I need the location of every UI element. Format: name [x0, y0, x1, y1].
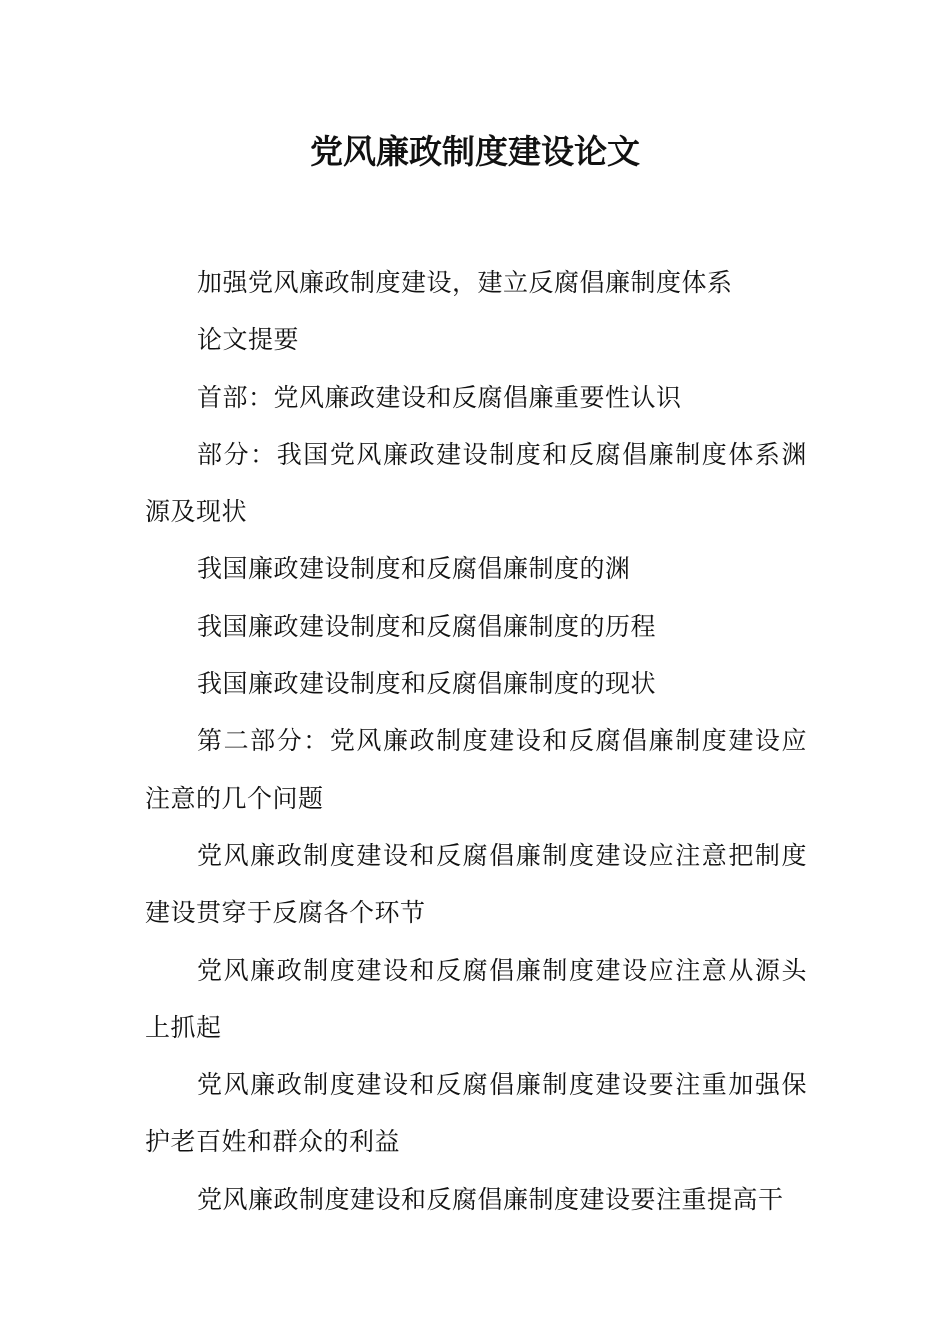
- document-body: [145, 254, 807, 1228]
- paragraph: 党风廉政制度建设和反腐倡廉制度建设要注重加强保护老百姓和群众的利益: [145, 1070, 807, 1157]
- paragraph: 党风廉政制度建设和反腐倡廉制度建设应注意从源头上抓起: [145, 955, 807, 1042]
- paragraph: 党风廉政制度建设和反腐倡廉制度建设要注重提高干: [197, 1184, 784, 1214]
- paragraph: 加强党风廉政制度建设，建立反腐倡廉制度体系: [197, 268, 733, 297]
- paragraph: 我国廉政建设制度和反腐倡廉制度的历程: [197, 611, 657, 641]
- paragraph: 党风廉政制度建设和反腐倡廉制度建设应注意把制度建设贯穿于反腐各个环节: [145, 840, 807, 928]
- document-title: 党风廉政制度建设论文: [310, 132, 640, 171]
- paragraph: 部分：我国党风廉政建设制度和反腐倡廉制度体系渊源及现状: [145, 439, 807, 527]
- paragraph: 我国廉政建设制度和反腐倡廉制度的现状: [197, 669, 657, 699]
- paragraph: 第二部分：党风廉政制度建设和反腐倡廉制度建设应注意的几个问题: [145, 726, 807, 813]
- paragraph: 论文提要: [197, 325, 300, 355]
- paragraph: 我国廉政建设制度和反腐倡廉制度的渊: [197, 554, 631, 584]
- paragraph: 首部：党风廉政建设和反腐倡廉重要性认识: [197, 382, 682, 412]
